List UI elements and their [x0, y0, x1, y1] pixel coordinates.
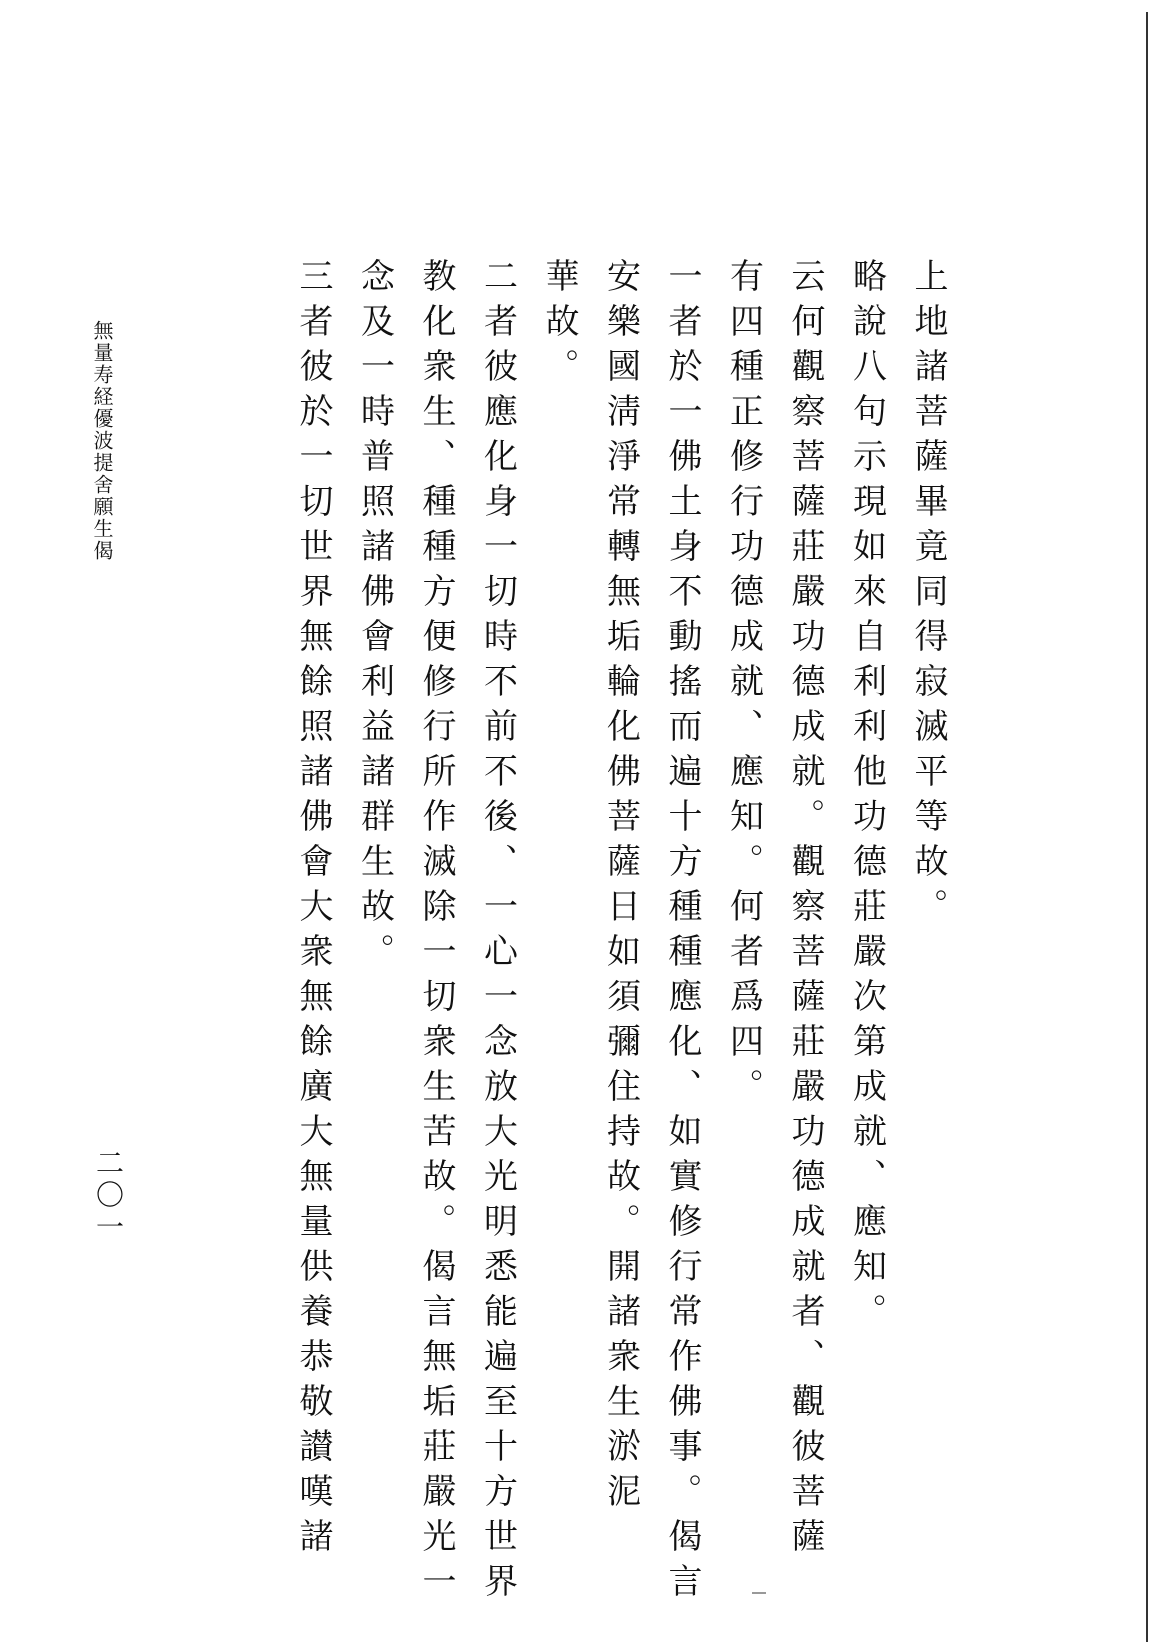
body-text [282, 258, 959, 1608]
running-title: 無量寿経優波提舍願生偈 [90, 320, 114, 562]
text-line: 三者彼於一切世界無餘照諸佛會大衆無餘廣大無量供養恭敬讃嘆諸 [293, 258, 333, 1563]
scan-speck [752, 1592, 766, 1594]
text-line: 安樂國淸淨常轉無垢輪化佛菩薩日如須彌住持故。開諸衆生淤泥 [600, 258, 641, 1518]
text-line: 念及一時普照諸佛會利益諸群生故。 [354, 258, 395, 978]
text-line: 華故。 [539, 258, 579, 393]
text-line: 教化衆生、種種方便修行所作滅除一切衆生苦故。偈言無垢莊嚴光一 [416, 258, 456, 1608]
page-number: 二〇一 [92, 1148, 125, 1244]
page-edge-rule [1146, 12, 1148, 1642]
text-line: 上地諸菩薩畢竟同得寂滅平等故。 [908, 258, 948, 933]
text-line: 略說八句示現如來自利利他功德莊嚴次第成就、應知。 [846, 258, 887, 1338]
text-line: 有四種正修行功德成就、應知。何者爲四。 [723, 258, 764, 1113]
text-line: 二者彼應化身一切時不前不後、一心一念放大光明悉能遍至十方世界 [477, 258, 518, 1608]
text-line: 云何觀察菩薩莊嚴功德成就。觀察菩薩莊嚴功德成就者、觀彼菩薩 [785, 258, 825, 1563]
text-line: 一者於一佛土身不動搖而遍十方種種應化、如實修行常作佛事。偈言 [662, 258, 702, 1608]
